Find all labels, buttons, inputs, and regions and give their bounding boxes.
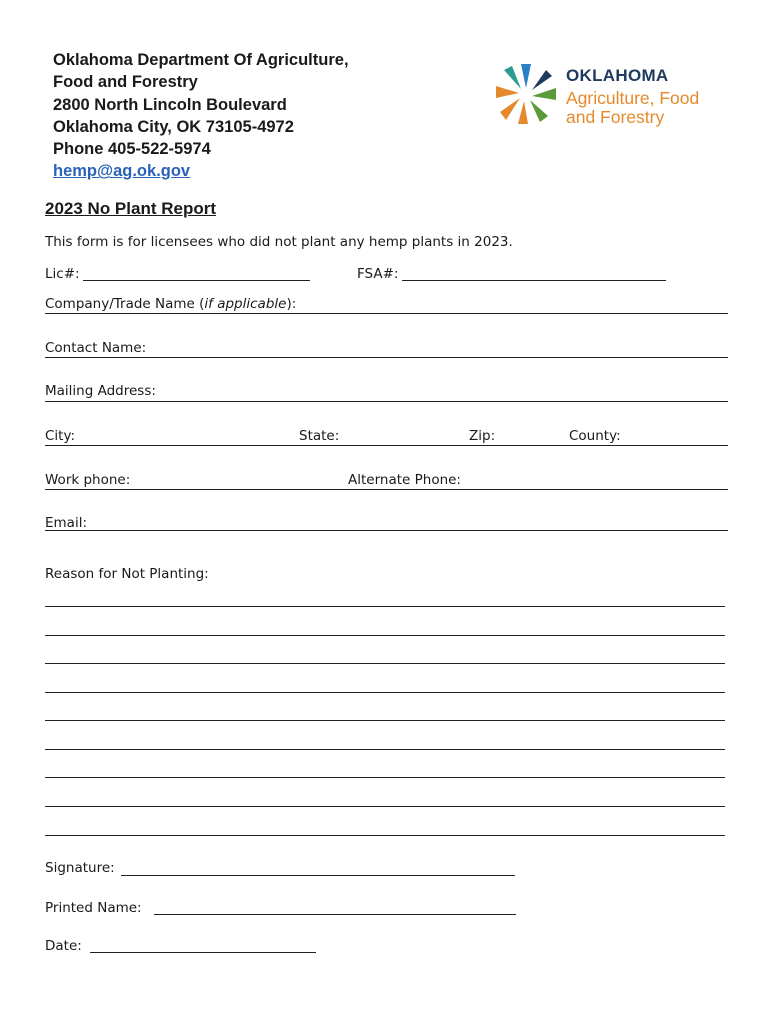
fsa-input-line[interactable] [402,280,666,281]
city-label: City: [45,428,76,444]
company-input-line[interactable] [45,313,728,314]
work-phone-label: Work phone: [45,472,131,488]
reason-line[interactable] [45,606,725,607]
county-label: County: [569,428,621,444]
reason-line[interactable] [45,720,725,721]
lic-label: Lic#: [45,266,80,282]
form-intro: This form is for licensees who did not plant any hemp plants in 2023. [45,234,513,250]
company-label-suffix: ): [286,296,297,312]
org-line-1: Oklahoma Department Of Agriculture, [53,51,349,69]
signature-input-line[interactable] [121,875,515,876]
signature-label: Signature: [45,860,115,876]
reason-label: Reason for Not Planting: [45,566,209,582]
printed-name-label: Printed Name: [45,900,142,916]
phone-line: Phone 405-522-5974 [53,140,211,159]
fsa-label: FSA#: [357,266,399,282]
reason-line[interactable] [45,835,725,836]
email-input-line[interactable] [45,530,728,531]
mailing-input-line[interactable] [45,401,728,402]
form-title: 2023 No Plant Report [45,199,216,218]
reason-line[interactable] [45,806,725,807]
company-label-text: Company/Trade Name ( [45,296,205,312]
company-label [45,296,296,312]
org-line-2: Food and Forestry [53,73,198,92]
contact-label: Contact Name: [45,340,147,356]
oklahoma-star-logo-icon [490,58,562,130]
date-input-line[interactable] [90,952,316,953]
email-label: Email: [45,515,88,531]
city-state-zip-county-line[interactable] [45,445,728,446]
alt-phone-label: Alternate Phone: [348,472,461,488]
header-address-block [53,49,349,183]
reason-line[interactable] [45,777,725,778]
reason-line[interactable] [45,692,725,693]
email-link[interactable]: hemp@ag.ok.gov [53,162,191,181]
printed-name-input-line[interactable] [154,914,516,915]
logo-text-oklahoma: OKLAHOMA [566,66,669,85]
lic-input-line[interactable] [83,280,310,281]
reason-line[interactable] [45,635,725,636]
state-label: State: [299,428,340,444]
company-label-italic: if applicable [204,296,287,312]
logo-text-agriculture: Agriculture, Food [566,88,700,108]
reason-line[interactable] [45,749,725,750]
zip-label: Zip: [469,428,496,444]
date-label: Date: [45,938,82,954]
contact-input-line[interactable] [45,357,728,358]
address-line-2: Oklahoma City, OK 73105-4972 [53,117,294,136]
logo-text-forestry: and Forestry [566,107,665,127]
mailing-label: Mailing Address: [45,383,156,399]
reason-line[interactable] [45,663,725,664]
phone-input-line[interactable] [45,489,728,490]
address-line-1: 2800 North Lincoln Boulevard [53,95,287,114]
